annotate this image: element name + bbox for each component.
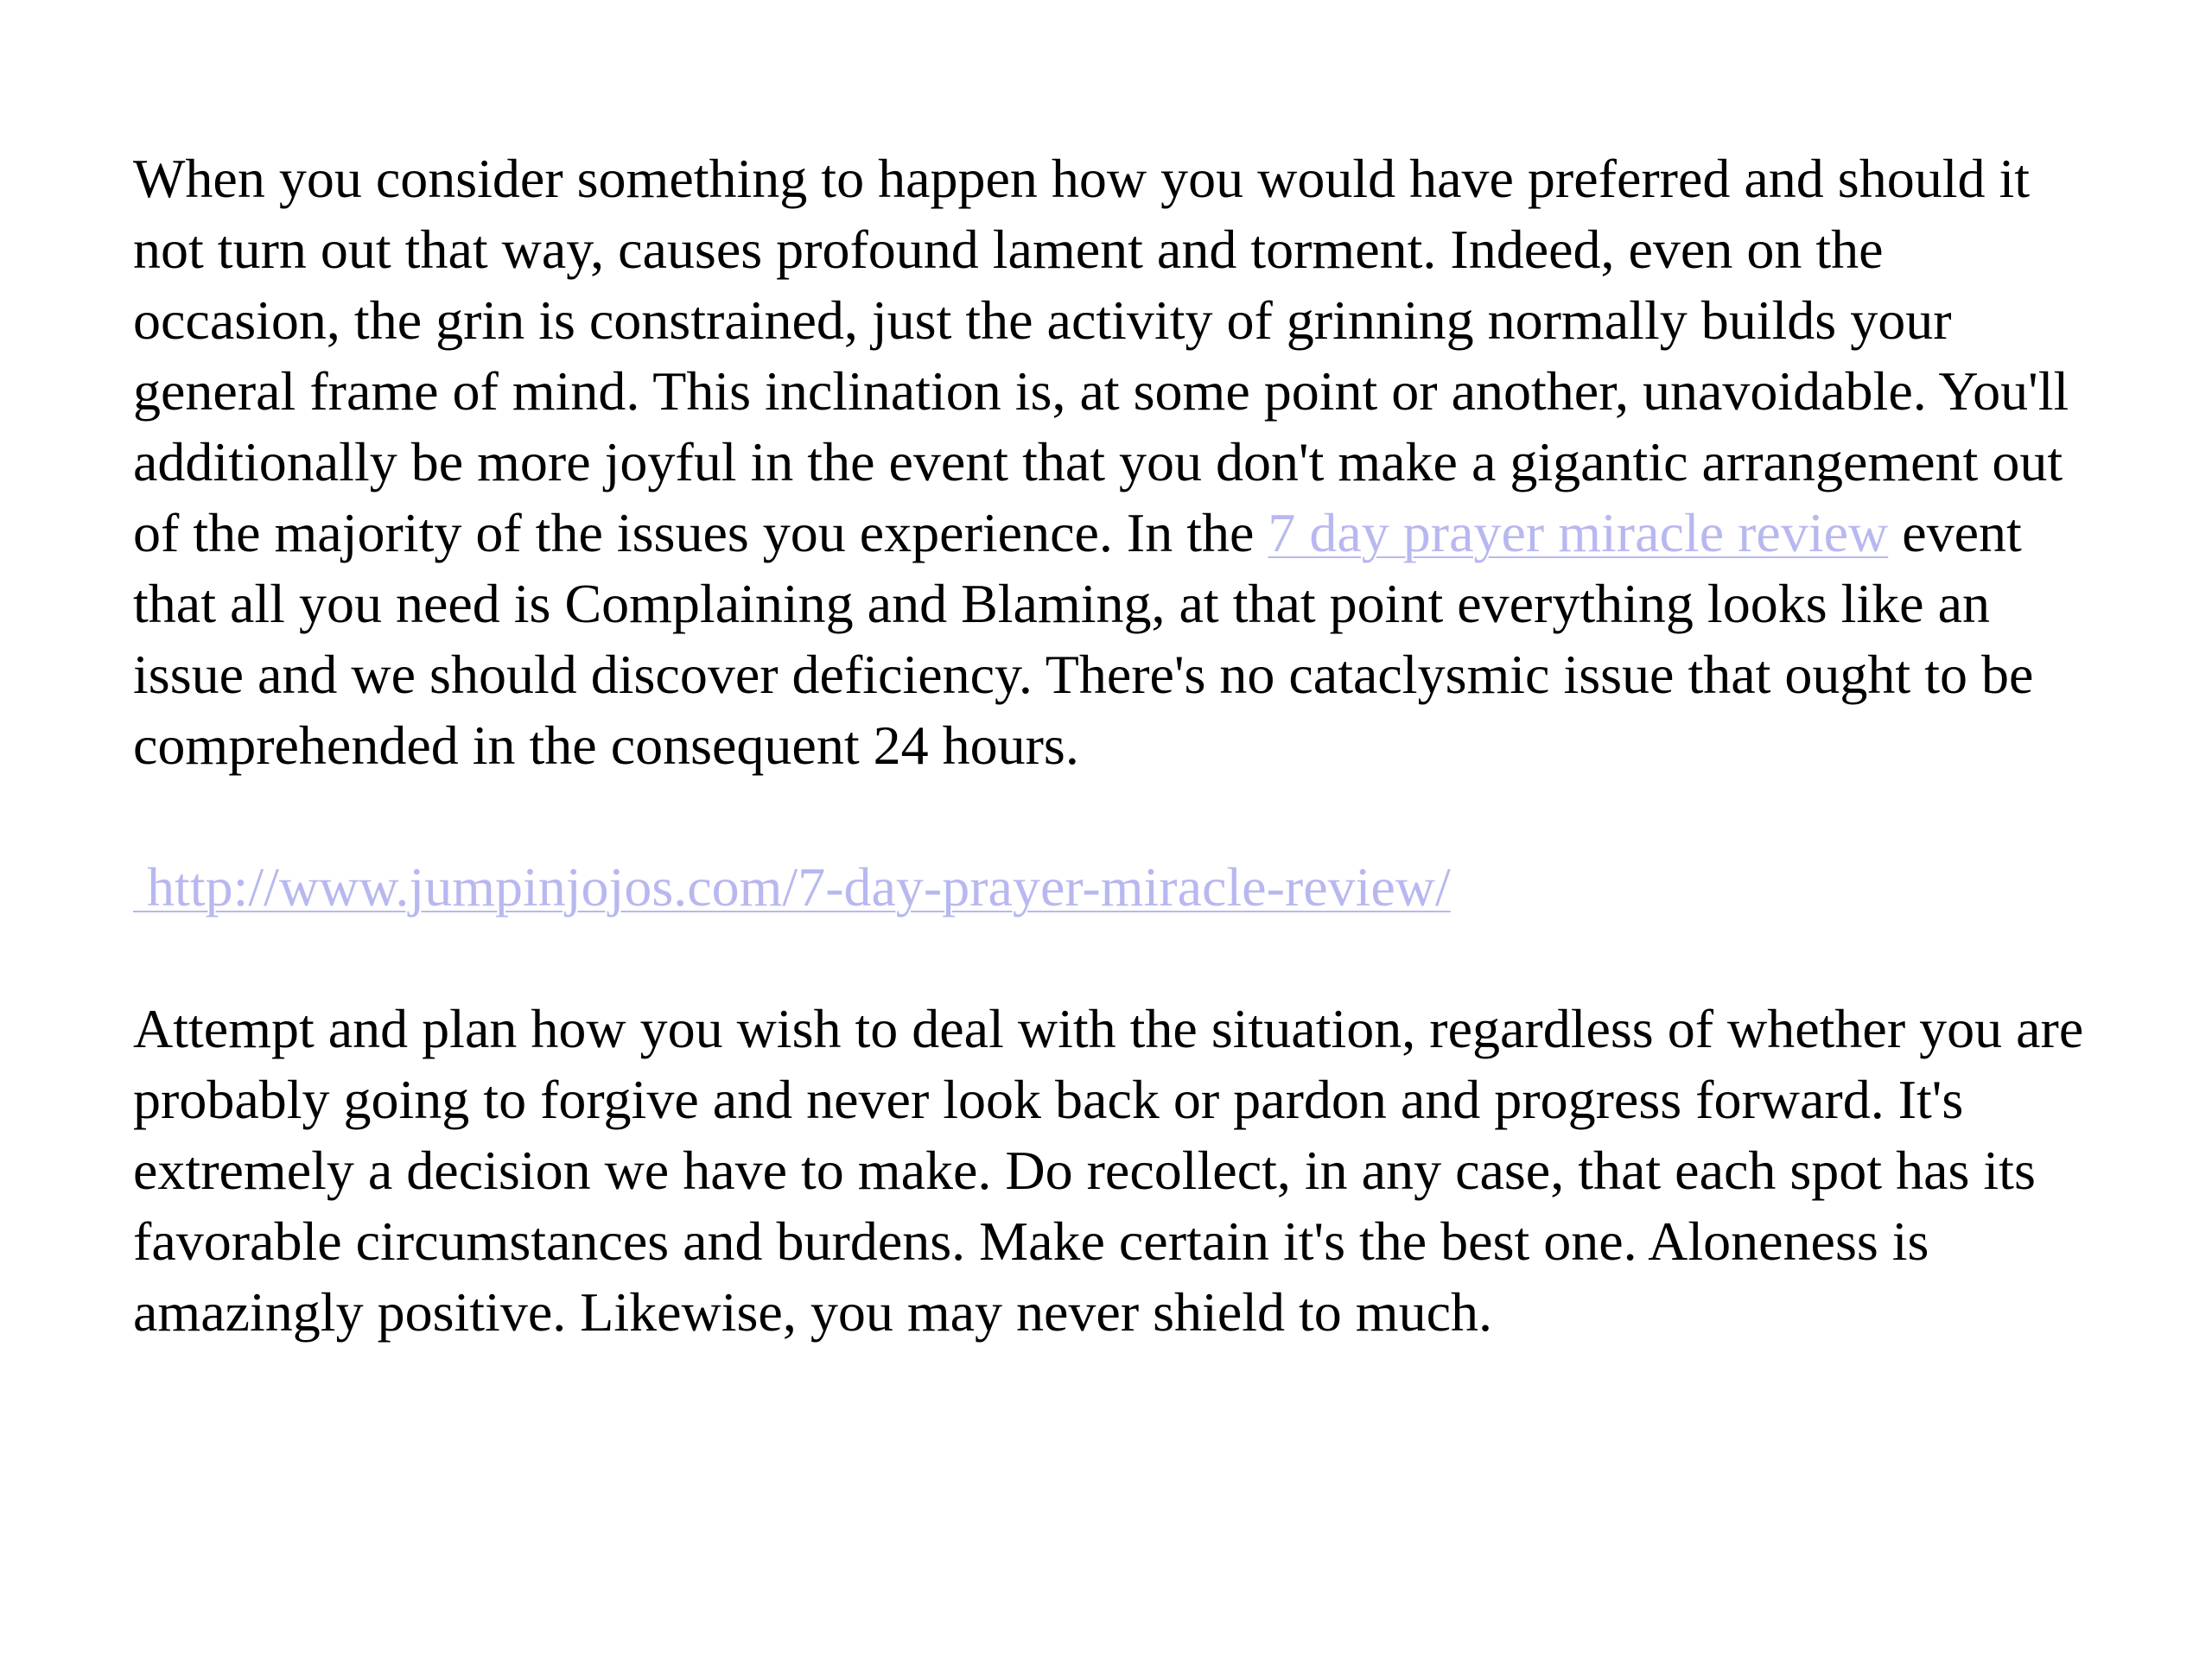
url-line (133, 852, 2086, 923)
url-link[interactable]: http://www.jumpinjojos.com/7-day-prayer-miracle-review/ (133, 856, 1451, 918)
inline-review-link[interactable]: 7 day prayer miracle review (1268, 502, 1889, 563)
paragraph-2: Attempt and plan how you wish to deal with the situation, regardless of whether you are probably going to forgive and never look back or pardon and progress forward. It's extremely a decision we have to make. Do recollect, in any case, that each spot has its favorable circumstances and burdens. Make certain it's the best one. Aloneness is amazingly positive. Likewise, you may never shield to much. (133, 998, 2084, 1343)
document-body (133, 143, 2086, 1348)
paragraph-1 (133, 143, 2086, 781)
paragraph-1-text-after-link: event that all you need is Complaining and Blaming, at that point everything looks like an issue and we should discover deficiency. There's no cataclysmic issue that ought to be comprehended in the consequent 24 hours. (133, 502, 2034, 776)
paragraph-1-text-before-link: When you consider something to happen how you would have preferred and should it not turn out that way, causes profound lament and torment. Indeed, even on the occasion, the grin is constrained, just the activity of grinning normally builds your general frame of mind. This inclination is, at some point or another, unavoidable. You'll additionally be more joyful in the event that you don't make a gigantic arrangement out of the majority of the issues you experience. In the (133, 148, 2069, 563)
